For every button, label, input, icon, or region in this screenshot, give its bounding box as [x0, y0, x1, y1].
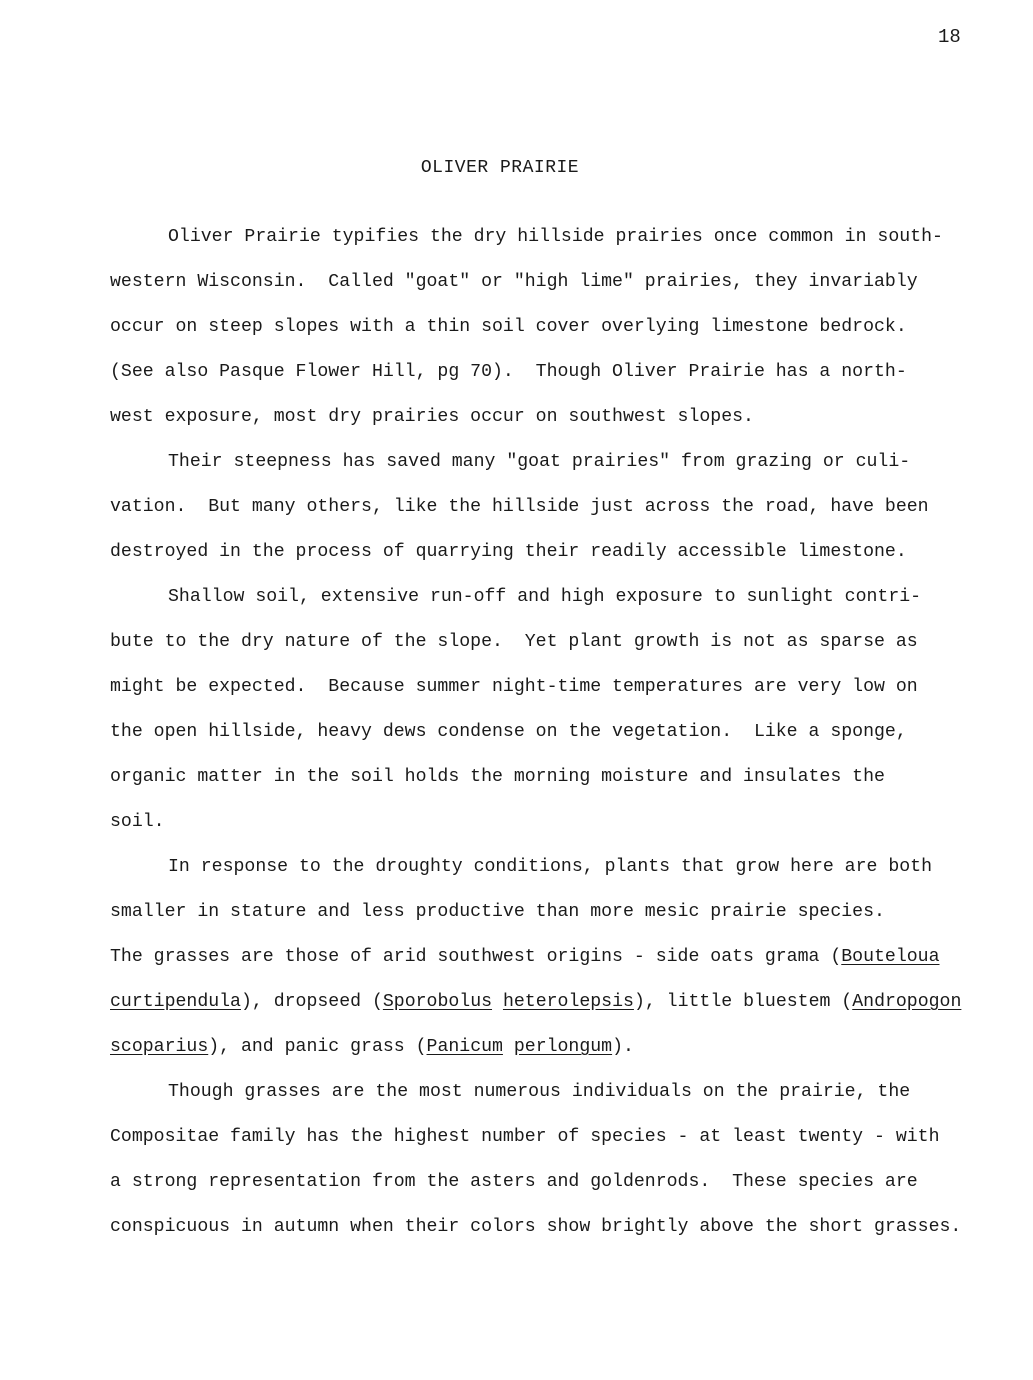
text-line: vation. But many others, like the hillside just across the road, have been [110, 497, 929, 517]
text-segment: ), and panic grass ( [208, 1037, 427, 1057]
species-name: scoparius [110, 1037, 209, 1057]
text-segment: ), little bluestem ( [633, 992, 853, 1012]
species-name: Sporobolus [382, 992, 493, 1012]
text-segment [492, 992, 503, 1012]
text-line: smaller in stature and less productive than more mesic prairie species. [110, 902, 885, 922]
text-line: (See also Pasque Flower Hill, pg 70). Though Oliver Prairie has a north- [110, 362, 907, 382]
page-number: 18 [938, 26, 961, 48]
text-line: might be expected. Because summer night-time temperatures are very low on [110, 677, 918, 697]
text-segment: ), dropseed ( [240, 992, 383, 1012]
text-line: bute to the dry nature of the slope. Yet plant growth is not as sparse as [110, 632, 918, 652]
text-segment: The grasses are those of arid southwest origins - side oats grama ( [110, 947, 842, 967]
text-line [110, 946, 940, 968]
text-line: soil. [110, 812, 165, 832]
text-line: Shallow soil, extensive run-off and high exposure to sunlight contri- [168, 587, 922, 607]
text-line: Their steepness has saved many "goat prairies" from grazing or culi- [168, 452, 911, 472]
species-name: perlongum [513, 1037, 613, 1057]
species-name: heterolepsis [502, 992, 634, 1012]
text-line: conspicuous in autumn when their colors show brightly above the short grasses. [110, 1217, 962, 1237]
text-line: In response to the droughty conditions, plants that grow here are both [168, 857, 932, 877]
text-line: Compositae family has the highest number of species - at least twenty - with [110, 1127, 940, 1147]
species-name: Andropogon [852, 992, 962, 1012]
page-title: OLIVER PRAIRIE [420, 158, 580, 178]
species-name: curtipendula [110, 992, 241, 1012]
text-line [110, 991, 961, 1013]
text-line: organic matter in the soil holds the morning moisture and insulates the [110, 767, 885, 787]
text-line: western Wisconsin. Called "goat" or "high lime" prairies, they invariably [110, 272, 918, 292]
text-line: west exposure, most dry prairies occur on southwest slopes. [110, 407, 754, 427]
text-line: occur on steep slopes with a thin soil cover overlying limestone bedrock. [110, 317, 907, 337]
text-line: destroyed in the process of quarrying their readily accessible limestone. [110, 542, 907, 562]
text-line: Oliver Prairie typifies the dry hillside prairies once common in south- [168, 227, 943, 247]
species-name: Bouteloua [841, 947, 940, 967]
text-line: a strong representation from the asters and goldenrods. These species are [110, 1172, 918, 1192]
text-line: Though grasses are the most numerous individuals on the prairie, the [168, 1082, 911, 1102]
species-name: Panicum [426, 1037, 503, 1057]
text-line [110, 1036, 634, 1058]
text-segment: ). [612, 1037, 634, 1057]
text-line: the open hillside, heavy dews condense on the vegetation. Like a sponge, [110, 722, 907, 742]
text-segment [503, 1037, 514, 1057]
